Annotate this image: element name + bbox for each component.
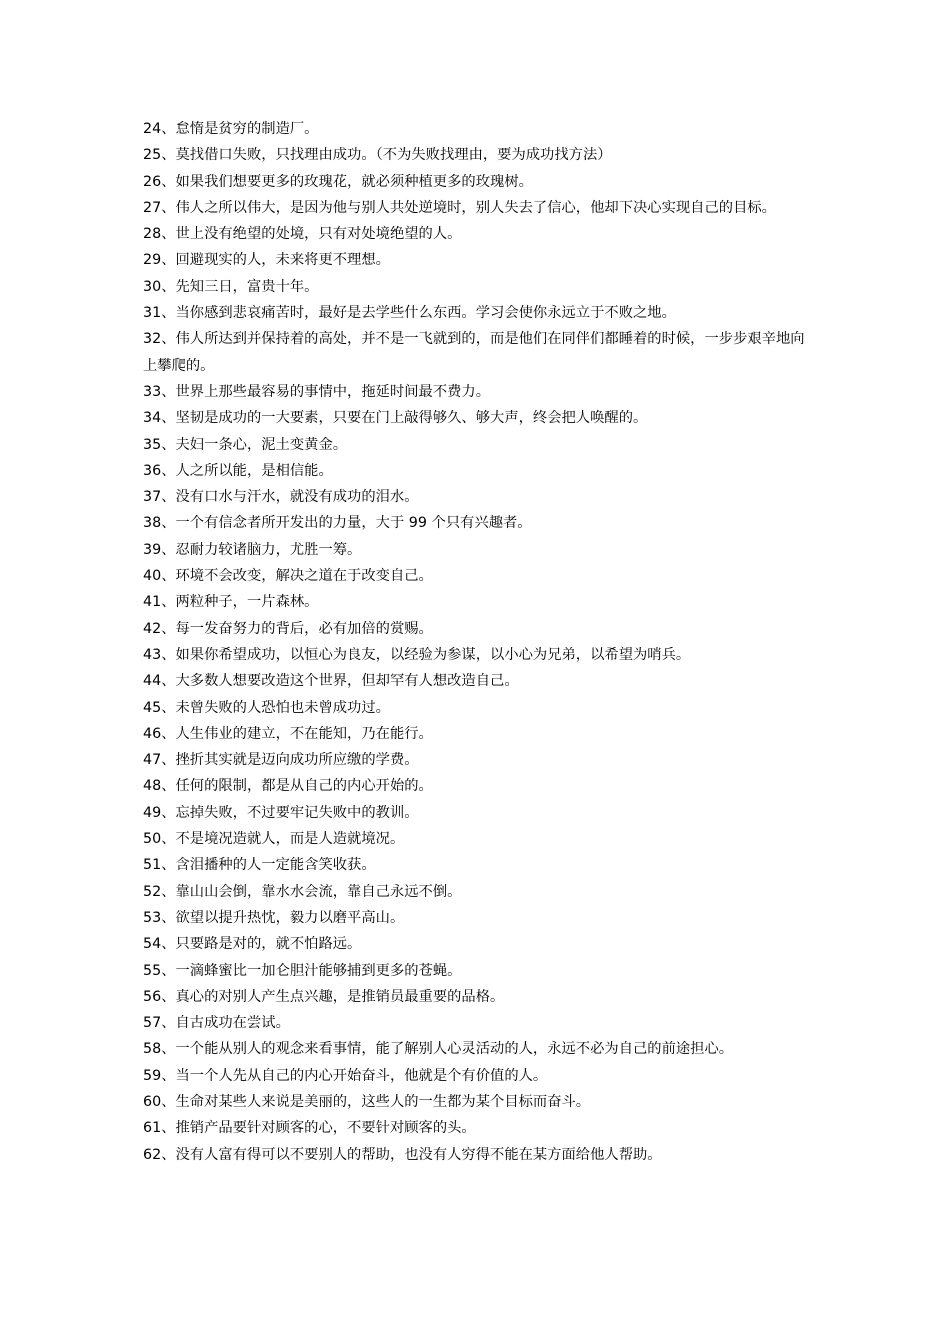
list-item: 41、两粒种子，一片森林。 bbox=[143, 594, 319, 611]
list-item: 51、含泪播种的人一定能含笑收获。 bbox=[143, 857, 376, 874]
list-item: 54、只要路是对的，就不怕路远。 bbox=[143, 936, 362, 953]
list-item: 38、一个有信念者所开发出的力量，大于 99 个只有兴趣者。 bbox=[143, 515, 532, 532]
list-item: 37、没有口水与汗水，就没有成功的泪水。 bbox=[143, 489, 419, 506]
list-item: 58、一个能从别人的观念来看事情，能了解别人心灵活动的人，永远不必为自己的前途担心。 bbox=[143, 1041, 734, 1058]
list-item: 49、忘掉失败，不过要牢记失败中的教训。 bbox=[143, 804, 419, 821]
list-item: 27、伟人之所以伟大，是因为他与别人共处逆境时，别人失去了信心，他却下决心实现自己的目标。 bbox=[143, 199, 776, 216]
list-item: 50、不是境况造就人，而是人造就境况。 bbox=[143, 831, 405, 848]
list-item: 43、如果你希望成功，以恒心为良友，以经验为参谋，以小心为兄弟，以希望为哨兵。 bbox=[143, 646, 691, 663]
list-item: 33、世界上那些最容易的事情中，拖延时间最不费力。 bbox=[143, 383, 491, 400]
list-item: 31、当你感到悲哀痛苦时，最好是去学些什么东西。学习会使你永远立于不败之地。 bbox=[143, 305, 676, 322]
list-item: 39、忍耐力较诸脑力，尤胜一筹。 bbox=[143, 541, 362, 558]
list-item: 28、世上没有绝望的处境，只有对处境绝望的人。 bbox=[143, 226, 462, 243]
list-item: 61、推销产品要针对顾客的心，不要针对顾客的头。 bbox=[143, 1120, 476, 1137]
list-item: 53、欲望以提升热忱，毅力以磨平高山。 bbox=[143, 909, 405, 926]
list-item: 30、先知三日，富贵十年。 bbox=[143, 278, 319, 295]
list-item: 36、人之所以能，是相信能。 bbox=[143, 462, 333, 479]
list-item: 46、人生伟业的建立，不在能知，乃在能行。 bbox=[143, 725, 433, 742]
list-item: 62、没有人富有得可以不要别人的帮助，也没有人穷得不能在某方面给他人帮助。 bbox=[143, 1146, 662, 1163]
list-item: 55、一滴蜂蜜比一加仑胆汁能够捕到更多的苍蝇。 bbox=[143, 962, 462, 979]
list-item: 29、回避现实的人，未来将更不理想。 bbox=[143, 252, 390, 269]
list-item: 35、夫妇一条心，泥土变黄金。 bbox=[143, 436, 348, 453]
list-item: 52、靠山山会倒，靠水水会流，靠自己永远不倒。 bbox=[143, 883, 462, 900]
list-item: 48、任何的限制，都是从自己的内心开始的。 bbox=[143, 778, 433, 795]
list-item: 57、自古成功在尝试。 bbox=[143, 1015, 290, 1032]
list-item: 34、坚韧是成功的一大要素，只要在门上敲得够久、够大声，终会把人唤醒的。 bbox=[143, 410, 648, 427]
list-item: 32、伟人所达到并保持着的高处，并不是一飞就到的，而是他们在同伴们都睡着的时候，一步步艰辛地向上攀爬的。 bbox=[143, 331, 805, 374]
list-item: 45、未曾失败的人恐怕也未曾成功过。 bbox=[143, 699, 390, 716]
list-item: 25、莫找借口失败，只找理由成功。（不为失败找理由，要为成功找方法） bbox=[143, 147, 612, 164]
list-item: 40、环境不会改变，解决之道在于改变自己。 bbox=[143, 568, 433, 585]
list-item: 56、真心的对别人产生点兴趣，是推销员最重要的品格。 bbox=[143, 988, 505, 1005]
list-item: 24、怠惰是贫穷的制造厂。 bbox=[143, 121, 319, 137]
list-item: 26、如果我们想要更多的玫瑰花，就必须种植更多的玫瑰树。 bbox=[143, 173, 533, 190]
list-item: 59、当一个人先从自己的内心开始奋斗，他就是个有价值的人。 bbox=[143, 1067, 548, 1084]
list-item: 60、生命对某些人来说是美丽的，这些人的一生都为某个目标而奋斗。 bbox=[143, 1093, 591, 1110]
list-item: 47、挫折其实就是迈向成功所应缴的学费。 bbox=[143, 752, 419, 769]
list-item: 42、每一发奋努力的背后，必有加倍的赏赐。 bbox=[143, 620, 433, 637]
list-item: 44、大多数人想要改造这个世界，但却罕有人想改造自己。 bbox=[143, 673, 519, 690]
quote-list bbox=[143, 116, 807, 1168]
